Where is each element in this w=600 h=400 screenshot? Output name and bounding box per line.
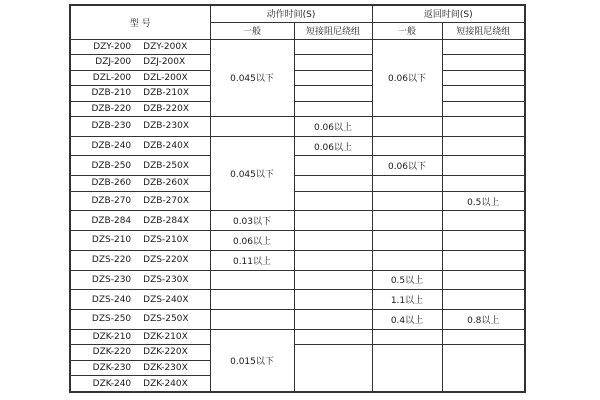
model-base: DZB-210: [91, 88, 132, 99]
table-row: [70, 39, 525, 55]
return-general-cell: 0.4以上: [372, 309, 442, 329]
action-damping-cell: [294, 231, 372, 251]
return-damping-cell: [442, 70, 525, 86]
return-general-cell: [372, 329, 442, 345]
return-damping-cell: 0.8以上: [442, 309, 525, 329]
header-model: 型 号: [70, 5, 210, 39]
header-return-time: 返回时间(S): [372, 5, 525, 22]
return-general-cell: 0.06以下: [372, 156, 442, 176]
model-pair: [71, 314, 210, 324]
table-body: [70, 39, 525, 392]
model-x-variant: DZB-284X: [143, 215, 190, 226]
return-general-cell: 0.5以上: [372, 270, 442, 290]
model-cell: [70, 117, 210, 137]
model-pair: [71, 347, 210, 357]
action-damping-cell: [294, 176, 372, 192]
model-pair: [71, 57, 210, 67]
model-pair: [71, 275, 210, 285]
model-cell: [70, 156, 210, 176]
action-damping-cell: [294, 39, 372, 55]
return-damping-cell: [442, 211, 525, 231]
action-general-cell: 0.015以下: [210, 329, 294, 392]
model-x-variant: DZK-220X: [143, 347, 188, 358]
model-x-variant: DZB-270X: [143, 196, 190, 207]
model-cell: [70, 231, 210, 251]
model-cell: [70, 329, 210, 345]
model-pair: [71, 196, 210, 206]
table-row: [70, 270, 525, 290]
model-pair: [71, 88, 210, 98]
model-base: DZK-210: [92, 331, 132, 342]
header-return-damping: 短接阻尼绕组: [442, 22, 525, 39]
model-x-variant: DZB-220X: [143, 103, 190, 114]
action-damping-cell: [294, 290, 372, 310]
model-base: DZS-230: [91, 274, 132, 285]
model-x-variant: DZS-240X: [143, 294, 189, 305]
model-cell: [70, 136, 210, 156]
relay-spec-table: [69, 4, 526, 393]
model-x-variant: DZY-200X: [143, 41, 188, 52]
action-damping-cell: [294, 250, 372, 270]
return-general-cell: [372, 136, 442, 156]
model-cell: [70, 101, 210, 117]
action-damping-cell: [294, 70, 372, 86]
action-damping-cell: [294, 55, 372, 71]
model-base: DZK-240: [92, 378, 132, 389]
action-damping-cell: [294, 101, 372, 117]
table-row: [70, 86, 525, 102]
action-damping-cell: [294, 211, 372, 231]
header-return-general: 一般: [372, 22, 442, 39]
action-general-cell: [210, 270, 294, 290]
action-general-cell: 0.06以上: [210, 231, 294, 251]
return-general-cell: [372, 117, 442, 137]
model-x-variant: DZJ-200X: [143, 57, 186, 68]
action-damping-cell: 0.06以上: [294, 117, 372, 137]
model-pair: [71, 73, 210, 83]
model-cell: [70, 309, 210, 329]
header-row-1: [70, 5, 525, 22]
return-general-cell: 1.1以上: [372, 290, 442, 310]
return-damping-cell: [442, 39, 525, 55]
model-x-variant: DZS-210X: [143, 235, 189, 246]
model-pair: [71, 363, 210, 373]
model-cell: [70, 191, 210, 211]
model-x-variant: DZB-260X: [143, 178, 190, 189]
table-row: [70, 329, 525, 345]
return-damping-cell: [442, 270, 525, 290]
model-base: DZL-200: [92, 72, 132, 83]
model-x-variant: DZB-210X: [143, 88, 190, 99]
table-row: [70, 250, 525, 270]
model-pair: [71, 295, 210, 305]
return-damping-cell: [442, 176, 525, 192]
model-base: DZB-284: [91, 215, 132, 226]
table-row: [70, 290, 525, 310]
model-cell: [70, 39, 210, 55]
table-row: [70, 345, 525, 361]
action-damping-cell: [294, 329, 372, 345]
return-general-cell: [372, 345, 442, 392]
model-pair: [71, 379, 210, 389]
table-row: [70, 191, 525, 211]
return-general-cell: [372, 250, 442, 270]
model-base: DZS-210: [91, 235, 132, 246]
table-row: [70, 211, 525, 231]
model-x-variant: DZS-250X: [143, 314, 189, 325]
model-x-variant: DZB-240X: [143, 141, 190, 152]
header-action-time: 动作时间(S): [210, 5, 372, 22]
action-general-cell: [210, 117, 294, 137]
model-base: DZB-240: [91, 141, 132, 152]
header-action-damping: 短接阻尼绕组: [294, 22, 372, 39]
table-row: [70, 55, 525, 71]
action-general-cell: 0.045以下: [210, 39, 294, 117]
model-x-variant: DZK-230X: [143, 362, 188, 373]
model-cell: [70, 70, 210, 86]
header-action-general: 一般: [210, 22, 294, 39]
model-x-variant: DZB-230X: [143, 121, 190, 132]
return-general-cell: [372, 211, 442, 231]
action-general-cell: 0.11以上: [210, 250, 294, 270]
model-base: DZB-260: [91, 178, 132, 189]
model-cell: [70, 55, 210, 71]
model-cell: [70, 176, 210, 192]
model-cell: [70, 270, 210, 290]
return-damping-cell: [442, 136, 525, 156]
action-damping-cell: [294, 345, 372, 392]
return-damping-cell: [442, 231, 525, 251]
return-general-cell: [372, 231, 442, 251]
model-base: DZB-270: [91, 196, 132, 207]
action-general-cell: 0.045以下: [210, 136, 294, 211]
return-damping-cell: 0.5以上: [442, 191, 525, 211]
return-damping-cell: [442, 55, 525, 71]
model-pair: [71, 42, 210, 52]
action-general-cell: 0.03以下: [210, 211, 294, 231]
model-base: DZK-230: [92, 362, 132, 373]
model-base: DZK-220: [92, 347, 132, 358]
return-damping-cell: [442, 117, 525, 137]
action-damping-cell: [294, 156, 372, 176]
model-pair: [71, 161, 210, 171]
model-base: DZS-250: [91, 314, 132, 325]
model-pair: [71, 235, 210, 245]
action-damping-cell: [294, 191, 372, 211]
model-pair: [71, 104, 210, 114]
model-pair: [71, 141, 210, 151]
model-cell: [70, 211, 210, 231]
model-base: DZB-230: [91, 121, 132, 132]
model-pair: [71, 178, 210, 188]
return-damping-cell: [442, 86, 525, 102]
table-row: [70, 101, 525, 117]
action-general-cell: [210, 290, 294, 310]
model-pair: [71, 332, 210, 342]
model-x-variant: DZS-230X: [143, 274, 189, 285]
table-row: [70, 156, 525, 176]
model-base: DZS-240: [91, 294, 132, 305]
model-x-variant: DZK-240X: [143, 378, 188, 389]
table-header: [70, 5, 525, 39]
model-cell: [70, 250, 210, 270]
return-damping-cell: [442, 101, 525, 117]
table-row: [70, 117, 525, 137]
model-cell: [70, 290, 210, 310]
action-damping-cell: [294, 86, 372, 102]
model-cell: [70, 376, 210, 392]
model-cell: [70, 360, 210, 376]
table-row: [70, 136, 525, 156]
model-base: DZB-250: [91, 160, 132, 171]
return-damping-cell: [442, 329, 525, 345]
return-general-cell: 0.06以下: [372, 39, 442, 117]
model-x-variant: DZL-200X: [143, 72, 188, 83]
action-damping-cell: [294, 309, 372, 329]
return-damping-cell: [442, 290, 525, 310]
table-row: [70, 309, 525, 329]
model-pair: [71, 216, 210, 226]
model-cell: [70, 345, 210, 361]
model-x-variant: DZK-210X: [143, 331, 188, 342]
model-base: DZS-220: [91, 255, 132, 266]
model-x-variant: DZS-220X: [143, 255, 189, 266]
model-x-variant: DZB-250X: [143, 160, 190, 171]
model-pair: [71, 255, 210, 265]
table-row: [70, 231, 525, 251]
model-base: DZY-200: [93, 41, 132, 52]
return-damping-cell: [442, 250, 525, 270]
return-general-cell: [372, 176, 442, 192]
table-row: [70, 70, 525, 86]
return-damping-cell: [442, 156, 525, 176]
model-base: DZJ-200: [95, 57, 132, 68]
action-damping-cell: 0.06以上: [294, 136, 372, 156]
action-damping-cell: [294, 270, 372, 290]
return-damping-cell: [442, 345, 525, 392]
model-pair: [71, 121, 210, 131]
table-row: [70, 176, 525, 192]
model-cell: [70, 86, 210, 102]
model-base: DZB-220: [91, 103, 132, 114]
action-general-cell: [210, 309, 294, 329]
return-general-cell: [372, 191, 442, 211]
